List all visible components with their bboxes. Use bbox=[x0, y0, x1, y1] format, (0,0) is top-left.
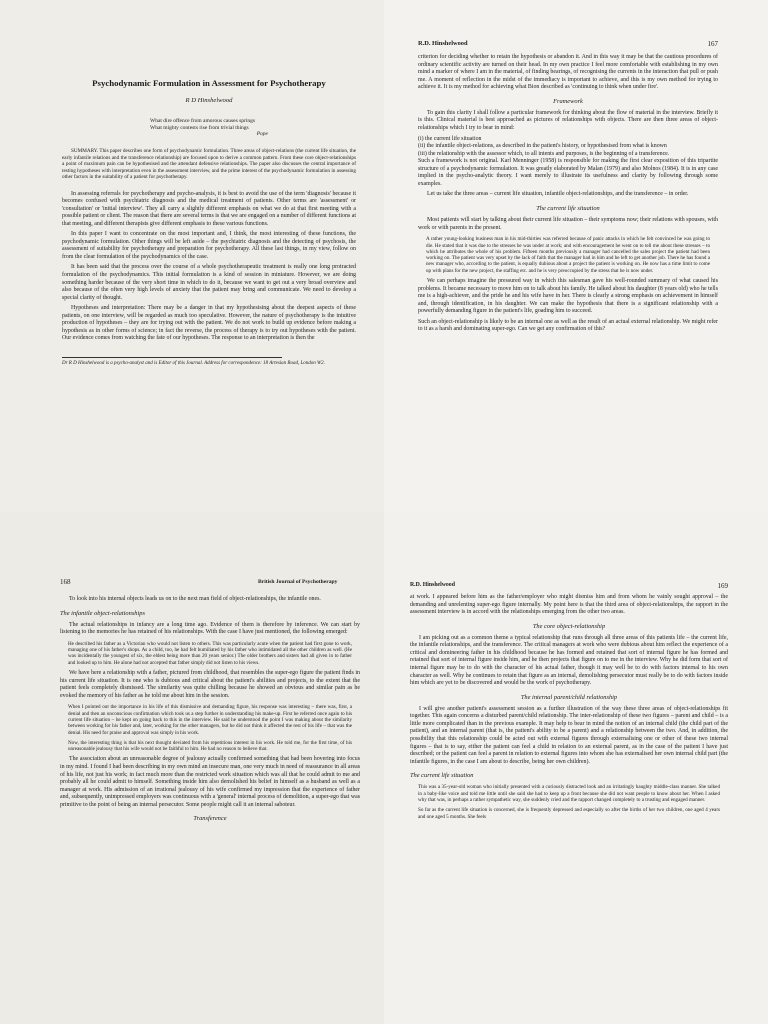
body-paragraph: I am picking out as a common theme a typical relationship that runs through all three areas of this patients life – the current life, the infantile relationships, and the transference. The critical managers at work who were dubious about him reflect the experience of a critical and domineering father in his childhood because he has formed and retained that sort of internal figure he has formed and retained that sort of internal figure inside him, and he then projects that figure on to me in the interview. Why he did form that sort of internal figure may be to do with the character of his actual father, though it may well be to do with factors internal to his own character as well. Why he continues to retain that figure as an internal, demolishing persecutor must really be to do with factors inside him which are yet to be discovered and would be the work of psychotherapy. bbox=[410, 634, 728, 687]
page-169 bbox=[384, 512, 768, 1024]
section-heading: Framework bbox=[553, 97, 583, 105]
body-paragraph: The actual relationships in infancy are a long time ago. Evidence of them is therefore by inference. We can start by listening to the memories he has retained of his relationships. With the case I have just mentioned, the following emerged: bbox=[60, 621, 360, 636]
body-paragraph: In this paper I want to concentrate on the most important and, I think, the most interesting of these functions, the psychodynamic formulation. Other things will be left aside – the psychiatric diagnosis and the detecting of psychosis, the assessment of suitability for psychotherapy and preparation for psychotherapy. All these last things, in my view, follow on from the clear formulation of the psychodynamics of the case. bbox=[62, 231, 356, 260]
body-paragraph: at work. I appeared before him as the father/employer who might dismiss him and from whom he vainly sought approval – the demanding and unrelenting super-ego figure internally. My point here is that the third area of object-relationships, the rapport in the assessment interview is in accord with the relationships emerging from the other two areas. bbox=[410, 594, 728, 616]
body-paragraph: In assessing referrals for psychotherapy and psycho-analysis, it is best to avoid the use of the term 'diagnosis' because it becomes confused with psychiatric diagnosis and the medical treatment of patients. Other terms are 'assessment' or 'consultation' or 'initial interview'. They all carry a slightly different emphasis on what we do at that first meeting with a possible patient or client. The reason that there are several terms is that we are engaged on a number of different functions at that meeting, and different therapists give different emphasis to these various functions. bbox=[62, 190, 356, 227]
epigraph bbox=[150, 118, 356, 139]
body-paragraph: Hypotheses and interpretation: There may be a danger in that my hypothesising about the deepest aspects of these patients, on one interview, will be regarded as much too speculative. However, the nature of psychotherapy is the intuitive production of hypotheses – they are for trying out with the patient. We do not work to build up evidence before making a hypothesis as in other forms of science; in fact the reverse, the process of therapy is to try out hypotheses with the patient. Our evidence comes from watching the fate of our hypotheses. The response to an interpretation is then the bbox=[62, 305, 356, 342]
author-footnote: Dr R D Hinshelwood is a psycho-analyst and is Editor of this Journal. Address for correspondence: 18 Artesian Road, London W2. bbox=[62, 360, 325, 366]
case-extract: Now, the interesting thing is that his next thought deviated from his repetitious interest in his work. He told me, for the first time, of his unreasonable jealousy that his wife would not be faithful to him. He had no reason to believe that. bbox=[68, 739, 352, 753]
page-167 bbox=[384, 0, 768, 512]
page-number: 168 bbox=[60, 578, 71, 586]
body-paragraph: To look into his internal objects leads us on to the next man field of object-relationships, the infantile ones. bbox=[69, 596, 321, 602]
body-paragraph: We have here a relationship with a father, pictured from childhood, that resembles the super-ego figure the patient finds in his current life situation. It is one who is dubious and critical about the patient's abilities and projects, to the extent that the patient feels completely dismissed. The similarity was quite chilling because he showed an obvious and similar pain as he evoked the memory of his father as he told me about him in the session. bbox=[60, 670, 360, 699]
case-extract: He described his father as a Victorian who would not listen to others. This was particularly acute when the patient had first gone to work, managing one of his father's shops. As a child, too, he had felt humiliated by his father who intimidated all the other children as well. (He was incidentally the youngest of six, the eldest being more than 20 years senior.) The older brothers and sisters had all given in to father and looked up to him. He alone had not accepted that father simply did not listen to his views. bbox=[68, 640, 352, 666]
body-paragraph: criterion for deciding whether to retain the hypothesis or abandon it. And in this way it may be that the cautious procedures of ordinary scientific activity are turned on their head. In my own practice I feel more comfortable with establishing in my own mind a marker of where I am in the material, of finding bearings, of recognising the currents in the interaction that pull or push me. A moment of reflection in the midst of the immediacy is important to achieve, and this is my own method for trying to achieve it. It is my method for achieving what Bion described as 'continuing to think when under fire'. bbox=[418, 54, 718, 91]
epigraph-attribution: Pope bbox=[256, 131, 268, 138]
section-heading: The current life situation bbox=[410, 772, 474, 780]
list-item: (ii) the infantile object-relations, as described in the patient's history, or hypothesised from what is known bbox=[418, 143, 667, 150]
running-head: R.D. Hinshelwood bbox=[410, 582, 455, 588]
section-heading: The internal parent/child relationship bbox=[520, 693, 618, 701]
page-166-article-start bbox=[0, 0, 384, 512]
section-heading: Transference bbox=[193, 815, 227, 823]
page-number: 169 bbox=[717, 582, 728, 590]
body-paragraph: It has been said that the process over the course of a whole psychotherapeutic treatment is really one long protracted formulation of the psychodynamics. This initial formulation is a kind of session in miniature. However, we are doing something harder because of the very short time in which to do it, because we want to get out a very broad overview and also because of the often very high levels of anxiety that the patient may bring and communicate. We need to develop a special clarity of thought. bbox=[62, 264, 356, 301]
body-paragraph: Such a framework is not original. Karl Menninger (1958) is responsible for making the first clear exposition of this tripartite structure of a psychodynamic formulation. It was greatly elaborated by Malan (1979) and also Molnos (1984). It is in any case implied in the psycho-analytic theory. I want merely to illustrate its usefulness and clarity by following through some examples. bbox=[418, 158, 718, 187]
running-head: British Journal of Psychotherapy bbox=[258, 579, 338, 585]
body-paragraph: Let us take the three areas – current life situation, infantile object-relationships, and the transference – in order. bbox=[427, 191, 689, 198]
epigraph-line: What dire offence from amorous causes springs bbox=[150, 117, 255, 124]
case-extract: So far as the current life situation is concerned, she is frequently depressed and especially so after the births of her two children, one aged 4 years and one aged 5 months. She feels bbox=[418, 807, 720, 820]
running-head: R.D. Hinshelwood bbox=[418, 40, 468, 47]
body-paragraph: The association about an unreasonable degree of jealousy actually confirmed something that had been hovering into focus in my mind. I found I had been describing in my own mind an insecure man, one very much in need of reassurance in all areas of his life, not just his work; in fact much more than the restricted work situation which was all that he could admit to me and probably all he could admit to himself. Something inside him also demolished his belief in himself as a husband as well as a manager at work. His admission of an irrational jealousy of his wife confirmed my impression that the experience of father and, subsequently, unimpressed employers was continuous with a 'general' internal process of demolition, a super-ego that was primitive to the point of being an internal persecutor. Some people might call it an internal saboteur. bbox=[60, 756, 360, 808]
summary-paragraph: SUMMARY. This paper describes one form of psychodynamic formulation. Three areas of object-relations (the current life situation, the early infantile relations and the transference relationship) are focused upon to derive a common pattern. From these core object-relationships a point of maximum pain can be hypothesised and the attendant defensive relationships. The paper also discusses the central importance of testing hypotheses with interpretation even in the assessment interview, and the prime interest of the psychodynamic formulation in assessing other factors in the suitability of a patient for psychotherapy. bbox=[62, 148, 356, 181]
case-extract: A rather young-looking business man in his mid-thirties was referred because of panic attacks in which he felt convinced he was going to die. He stated that it was due to the stresses he was under at work; and with encouragement he went on to tell me about these stresses – to which he attributes the whole of his problem. Fifteen months previously a manager had cancelled the sales project the patient had been working on. The patient was very upset by the lack of faith that the manager had in him and he left to get another job. There he has found a new manager who, according to the patient, is equally dubious about a project the patient is working on. He now has a time limit to come up with plans for the new project, the staffing etc. and he is very preoccupied by the stress that he is now under. bbox=[426, 236, 710, 274]
page-number: 167 bbox=[707, 40, 718, 48]
page-168 bbox=[0, 512, 384, 1024]
case-extract: When I pointed out the importance in his life of this dismissive and demanding figure, his response was interesting – there was, first, a denial and then an unconscious confirmation which took us a step further in understanding his make-up. First he referred once again to his current life situation – he kept on going back to this in the interview. He said he understood the point I was making about the similarity between working for his father and, later, working for the other managers, but he did not think it affected the rest of his life – that was the denial. His need for praise and approval was simply in his work. bbox=[68, 704, 352, 736]
section-heading: The core object-relationship bbox=[532, 622, 606, 630]
body-paragraph: We can perhaps imagine the pressured way in which this salesman gave his well-rounded summary of what caused his problems. It became necessary to move him on to talk about his family. He talked about his daughter (8 years old) who he tells me is a high-achiever, and the pride he and his wife have in her. There is clearly a strong emphasis on achievement in himself and, through identification, in his daughter. We can make the hypothesis that there is a significant relationship with a powerfully demanding figure in the patient's life, goading him to succeed. bbox=[418, 278, 718, 315]
list-item: (iii) the relationship with the assessor which, to all intents and purposes, is the beginning of a transference. bbox=[418, 150, 670, 157]
footnote-rule bbox=[62, 357, 282, 358]
body-paragraph: To gain this clarity I shall follow a particular framework for thinking about the flow of material in the interview. Briefly it is this. Clinical material is best approached as pictures of relationships with objects. There are then three areas of object-relationships which I try to bear in mind: bbox=[418, 109, 718, 132]
case-extract: This was a 35-year-old woman who initially presented with a curiously distracted look and an irritatingly haughty middle-class manner. She talked in a baby-like voice and told me little until she said she had to keep up a front because she did not want people to know about her. When I asked why that was, in perhaps a rather sympathetic way, she suddenly cried and the rapport changed completely to a trusting and engaged manner. bbox=[418, 784, 720, 804]
section-heading: The infantile object-relationships bbox=[60, 609, 145, 617]
section-heading: The current life situation bbox=[536, 204, 600, 212]
epigraph-line: What mighty contests rise from trivial things bbox=[150, 124, 249, 131]
author-name: R D Hinshelwood bbox=[185, 97, 233, 105]
list-item: (i) the current life situation bbox=[418, 135, 482, 142]
article-title: Psychodynamic Formulation in Assessment for Psychotherapy bbox=[92, 78, 326, 88]
body-paragraph: Such an object-relationship is likely to be an internal one as well as the result of an actual external relationship. We might refer to it as a harsh and dominating super-ego. Can we get any confirmation of this? bbox=[418, 318, 718, 333]
body-paragraph: I will give another patient's assessment session as a further illustration of the way these three areas of object-relationships fit together. This again concerns a disturbed parent/child relationship. The inter-relationship of these two figures – parent and child – is a little more complicated than in the previous example. It may help to bear in mind the notion of an internal child (the child part of the patient), and an internal parent (that is, the patient's ability to be a parent) and a relationship between the two. And, in addition, the possibility that this relationship could be acted out with external figures through externalising one or other of these two internal figures – that is to say, either the patient can feel a child in relation to an external parent, as in the case of the patient I have just described; or the patient can feel a parent in relation to external figures into whom she has externalised her own internal child part (the infantile figures, in the case I am about to describe, being her own children). bbox=[410, 705, 728, 765]
body-paragraph: Most patients will start by talking about their current life situation – their symptoms now; their relations with spouses, with work or with parents in the present. bbox=[418, 217, 718, 231]
